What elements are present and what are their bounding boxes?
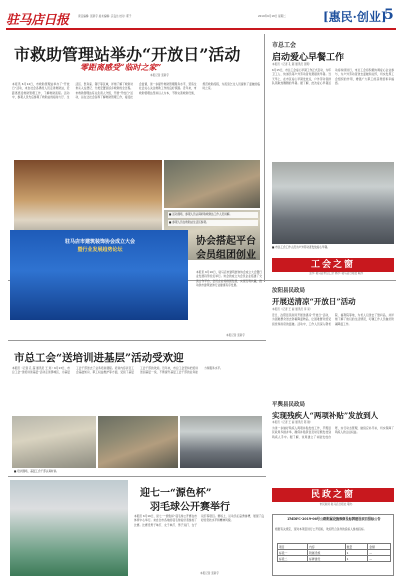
train-photo-3 xyxy=(180,416,262,468)
civil-title: 开展送清凉“开放日”活动 xyxy=(272,297,356,306)
notice-header-cell: 内容 xyxy=(308,544,345,550)
train-photo-2 xyxy=(98,416,178,468)
badminton-title-1: 迎七一“源色杯” xyxy=(140,488,212,499)
startup-slogan-top: 驻马店市建筑装饰协会成立大会 xyxy=(64,239,135,245)
care-body: 为进一步做好残疾人两项补贴发放工作，平舆县民政局多措并举，确保补贴资金及时足额发放到残疾人手中。据了解，该局建立了补贴发放台账，实行动态管理，做到应补尽补，切实保障了残疾人的合法权益。 xyxy=(272,426,394,439)
right-top-body: 6月15日，市总工会爱心早餐工作正式启动，为环卫工人、快递员等户外劳动者免费提供早餐。当天早上，在市区爱心早餐发放点，户外劳动者排队领取热腾腾的早餐。据了解，此次爱心早餐活动将持续进行，市总工会将积极协调爱心企业参与，为户外劳动者送去温暖和关怀，切实发挥工会组织的作用，增强广大职工的获得感和幸福感。 xyxy=(272,68,394,86)
notice-cell: 标段一 xyxy=(278,550,308,556)
right-top-title: 启动爱心早餐工作 xyxy=(272,53,345,63)
row-divider-2 xyxy=(8,340,266,341)
notice-header-cell: 数量 xyxy=(345,544,368,550)
badminton-body: 本报讯 6月16日，迎七一“源色杯”羽毛球公开赛在市体育中心举行。来自全市各地的羽毛球爱好者参加了比赛。比赛设男子单打、女子单打、男子双打、女子双打等项目。赛场上，运动员们奋勇拼搏，展现了良好的竞技水平和精神风貌。 xyxy=(134,514,264,527)
newspaper-name: 驻马店日报 xyxy=(6,13,69,28)
notice-cell: — xyxy=(368,550,391,556)
notice-cell: 标牌建设 xyxy=(308,556,345,562)
row-divider-3 xyxy=(8,476,266,477)
page-number: 5 xyxy=(384,7,394,23)
care-label: 平舆县民政局 xyxy=(272,402,306,408)
startup-byline: 本报记者 张新宇 xyxy=(226,334,245,337)
labor-banner: 工会之窗 xyxy=(272,258,394,272)
notice-title: ZMDFC-2019-06号公路附属设施维修及标牌建设项目招标公告 xyxy=(287,517,381,521)
startup-slogan-bottom: 暨行业发展趋势论坛 xyxy=(77,247,123,253)
care-title: 实现残疾人“两项补贴”发放到人 xyxy=(272,411,379,420)
column-divider xyxy=(264,34,265,282)
masthead-rule xyxy=(6,28,396,30)
notice-body: 根据有关规定，现对本项目进行公开招标，欢迎符合条件的投标人参加投标。 xyxy=(275,527,367,531)
notice-table xyxy=(277,543,391,562)
right-top-caption: ■ 市总工会工作人员为户外劳动者发放爱心早餐。 xyxy=(272,246,330,249)
masthead xyxy=(6,8,398,28)
civil-body: 近日，汝阳县民政局开展送清凉“开放日”活动，为困难群众送去防暑降温物品，让困难群众感受到党和政府的温暖。活动中，工作人员深入敬老院、福利院等地，为老人们送去了慰问品，并详细了解了他们的生活情况，叮嘱工作人员做好防暑降温工作。 xyxy=(272,313,394,326)
main-headline: 市救助管理站举办“开放日”活动 xyxy=(14,45,241,64)
table-row xyxy=(278,556,391,562)
train-headline: 市总工会“送培训进基层”活动受欢迎 xyxy=(14,352,184,364)
civil-label: 汝阳县民政局 xyxy=(272,288,306,294)
notice-header-cell: 项目 xyxy=(278,544,308,550)
civil-byline: 本报讯（记者 王 丽 通讯员 李 亮） xyxy=(272,308,313,311)
care-byline: 本报讯（记者 王 丽 通讯员 陈 刚） xyxy=(272,421,313,424)
badminton-title-2: 羽毛球公开赛举行 xyxy=(150,502,230,513)
tender-notice xyxy=(272,514,394,576)
right-top-label: 市总工会 xyxy=(272,42,297,49)
notice-cell: 附属设施 xyxy=(308,550,345,556)
badminton-byline: 本报记者 张新宇 xyxy=(200,572,219,575)
startup-title-2: 会员组团创业 xyxy=(196,250,256,261)
issue-date: 2019年6月18日 星期二 xyxy=(258,15,286,18)
right-top-byline: 本报讯（记者 孔 超 通讯员 张明） xyxy=(272,63,312,66)
main-caption-1: ■ 活动现场，参观人员认真听取救助站工作人员讲解。 xyxy=(168,212,258,218)
notice-cell: 1 xyxy=(345,550,368,556)
train-caption: ■ 培训现场，基层工会干部认真听讲。 xyxy=(14,470,59,473)
editor-credits: 责任编辑: 张新宇 美术编辑: 宗良达 校对: 郭子 xyxy=(78,15,132,18)
notice-cell: 1 xyxy=(345,556,368,562)
section-title: [惠民·创业] xyxy=(323,10,387,24)
train-photo-1 xyxy=(12,416,96,468)
main-subtitle: 零距离感受“临时之家” xyxy=(80,62,162,72)
badminton-photo xyxy=(10,480,128,576)
civil-banner-sub: 市民政局 驻马店日报社 联办 xyxy=(319,503,353,506)
main-body: 本报讯 6月14日，市救助管理站举办了“开放日”活动，来自社会各界的人员走进救助站，近距离感受救助管理工作，了解救助流程。活动中，参观人员先后参观了救助站的接待大厅、生活区、医务室、餐厅等区域，详细了解了救助对象从入站登记、分类安置到返乡救助的全过程。市救助管理站有关负责人介绍，开展“开放日”活动，旨在让社会各界了解救助管理工作，接受社会监督，进一步提升救助管理服务水平，营造全社会关心关注救助工作的良好氛围。近年来，市救助管理站坚持以人为本，不断完善救助设施，规范救助流程，为流浪乞讨人员提供了温暖的临时之家。 xyxy=(12,82,260,100)
notice-cell: 标段二 xyxy=(278,556,308,562)
labor-banner-sub: 主办: 驻马店市总工会 协办: 驻马店日报社 联办 xyxy=(308,272,364,275)
main-photo-top-right xyxy=(164,160,260,208)
right-top-photo xyxy=(272,162,394,244)
notice-cell: — xyxy=(368,556,391,562)
startup-title-1: 协会搭起平台 xyxy=(196,236,256,247)
civil-banner: 民政之窗 xyxy=(272,488,394,502)
startup-photo xyxy=(10,230,188,320)
startup-body: 本报讯 6月16日，驻马店市建筑装饰协会成立大会暨行业发展趋势论坛举行。协会的成立为会员企业搭建了交流合作平台，会员企业将抱团发展，实现互利共赢，推动我市建筑装饰行业健康有序发展。 xyxy=(196,270,262,288)
train-body: 本报讯（记者 孔 超 通讯员 王 进）6月13日，市总工会“送培训进基层”活动走进驿城区，为基层工会干部送去了业务培训课程。培训内容涉及工会基础知识、职工权益维护等方面，受到了基层工会干部的欢迎。近年来，市总工会坚持把培训送到基层一线，不断提升基层工会干部的业务能力和服务水平。 xyxy=(12,366,223,375)
notice-header-cell: 金额 xyxy=(368,544,391,550)
main-caption-2: ■ 参观人员在救助站生活区参观。 xyxy=(168,220,258,226)
main-byline: 本报记者 张新宇 xyxy=(150,74,169,77)
